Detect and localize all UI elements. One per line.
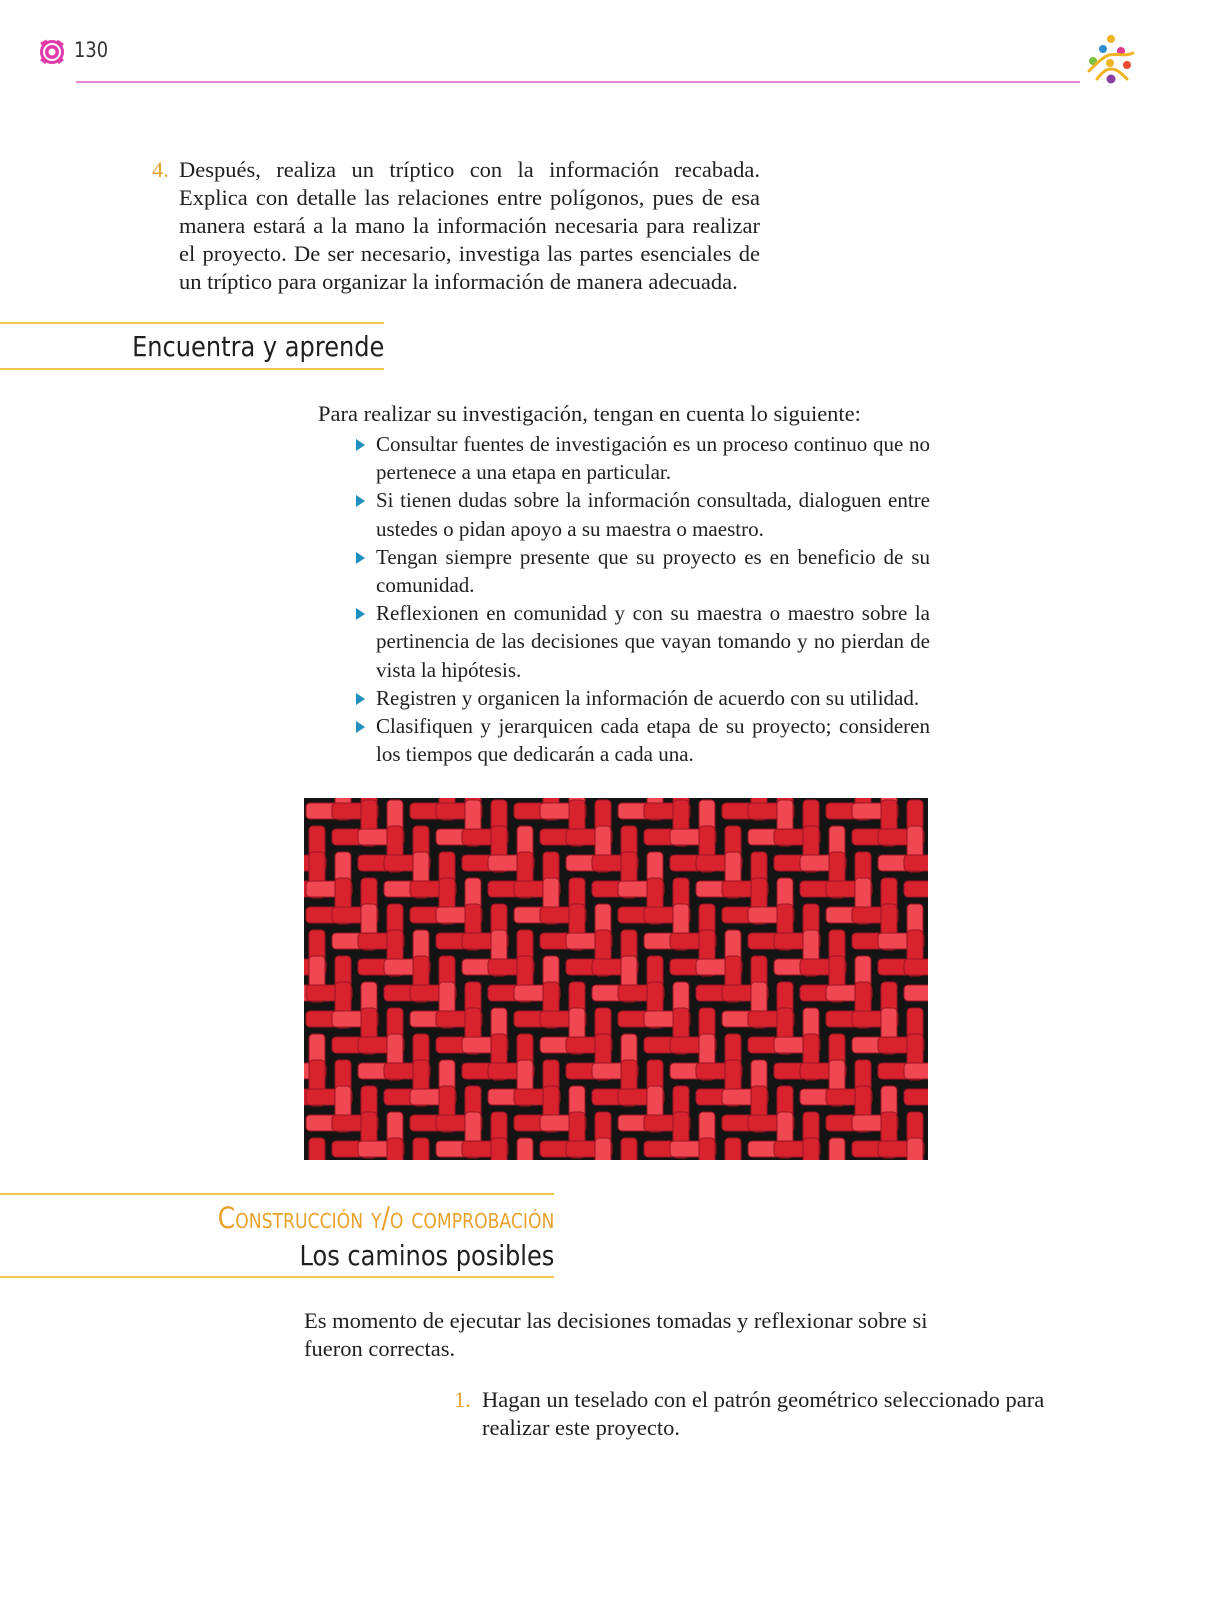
arrow-bullet-icon — [356, 693, 365, 705]
fabric-thread — [904, 855, 928, 871]
section-title: Los caminos posibles — [299, 1239, 554, 1272]
list-item: Registren y organicen la información de acuerdo con su utilidad. — [356, 684, 930, 712]
list-item: Si tienen dudas sobre la información consultada, dialoguen entre ustedes o pidan apoyo a su maestra o maestro. — [356, 486, 930, 542]
bullet-list — [356, 430, 930, 768]
fabric-thread — [517, 1138, 533, 1160]
colorful-dots-figure-icon — [1083, 33, 1139, 85]
arrow-bullet-icon — [356, 608, 365, 620]
section-rule-top — [0, 1193, 554, 1195]
section-rule-bottom — [0, 1276, 554, 1278]
arrow-bullet-icon — [356, 495, 365, 507]
intro-paragraph: Para realizar su investigación, tengan en cuenta lo siguiente: — [318, 401, 861, 426]
step-4 — [152, 156, 760, 296]
fabric-thread — [907, 1138, 923, 1160]
fabric-thread — [491, 1138, 507, 1160]
header-rule — [76, 81, 1080, 83]
step-number: 1. — [454, 1387, 471, 1412]
list-item: Reflexionen en comunidad y con su maestra o maestro sobre la pertinencia de las decisiones que vayan tomando y no pierdan de vista la hipótesis. — [356, 599, 930, 684]
arrow-bullet-icon — [356, 721, 365, 733]
section-rule-top — [0, 322, 384, 324]
fabric-thread — [904, 881, 928, 897]
aztec-glyph-icon — [38, 38, 66, 66]
fabric-thread — [904, 1089, 928, 1105]
fabric-thread — [387, 1138, 403, 1160]
fabric-thread — [595, 1138, 611, 1160]
step-text: Después, realiza un tríptico con la información recabada. Explica con detalle las relaciones entre polígonos, pues de esa manera estará a la mano la información necesaria para realizar el proyecto. De ser necesario, investiga las partes esenciales de un tríptico para organizar la información de manera adecuada. — [179, 157, 760, 294]
section-title: Encuentra y aprende — [131, 330, 384, 363]
fabric-thread — [413, 1138, 429, 1160]
construction-paragraph: Es momento de ejecutar las decisiones tomadas y reflexionar sobre si fueron correctas. — [304, 1308, 928, 1361]
step-text: Hagan un teselado con el patrón geométrico seleccionado para realizar este proyecto. — [482, 1387, 1045, 1440]
step-1 — [454, 1386, 1070, 1442]
list-item: Consultar fuentes de investigación es un proceso continuo que no pertenece a una etapa en particular. — [356, 430, 930, 486]
section-kicker: Construcción y/o comprobación — [217, 1201, 554, 1235]
fabric-thread — [904, 959, 928, 975]
fabric-thread — [904, 985, 928, 1001]
list-item: Tengan siempre presente que su proyecto es en beneficio de su comunidad. — [356, 543, 930, 599]
page-number: 130 — [74, 38, 109, 62]
fabric-thread — [621, 1138, 637, 1160]
fabric-thread — [829, 1138, 845, 1160]
section-rule-bottom — [0, 368, 384, 370]
arrow-bullet-icon — [356, 552, 365, 564]
arrow-bullet-icon — [356, 439, 365, 451]
woven-fabric-photo — [304, 798, 928, 1160]
fabric-thread — [904, 1063, 928, 1079]
fabric-thread — [803, 1138, 819, 1160]
fabric-thread — [725, 1138, 741, 1160]
step-number: 4. — [152, 157, 169, 182]
fabric-thread — [699, 1138, 715, 1160]
list-item: Clasifiquen y jerarquicen cada etapa de su proyecto; consideren los tiempos que dedicarán a cada una. — [356, 712, 930, 768]
fabric-thread — [309, 1138, 325, 1160]
